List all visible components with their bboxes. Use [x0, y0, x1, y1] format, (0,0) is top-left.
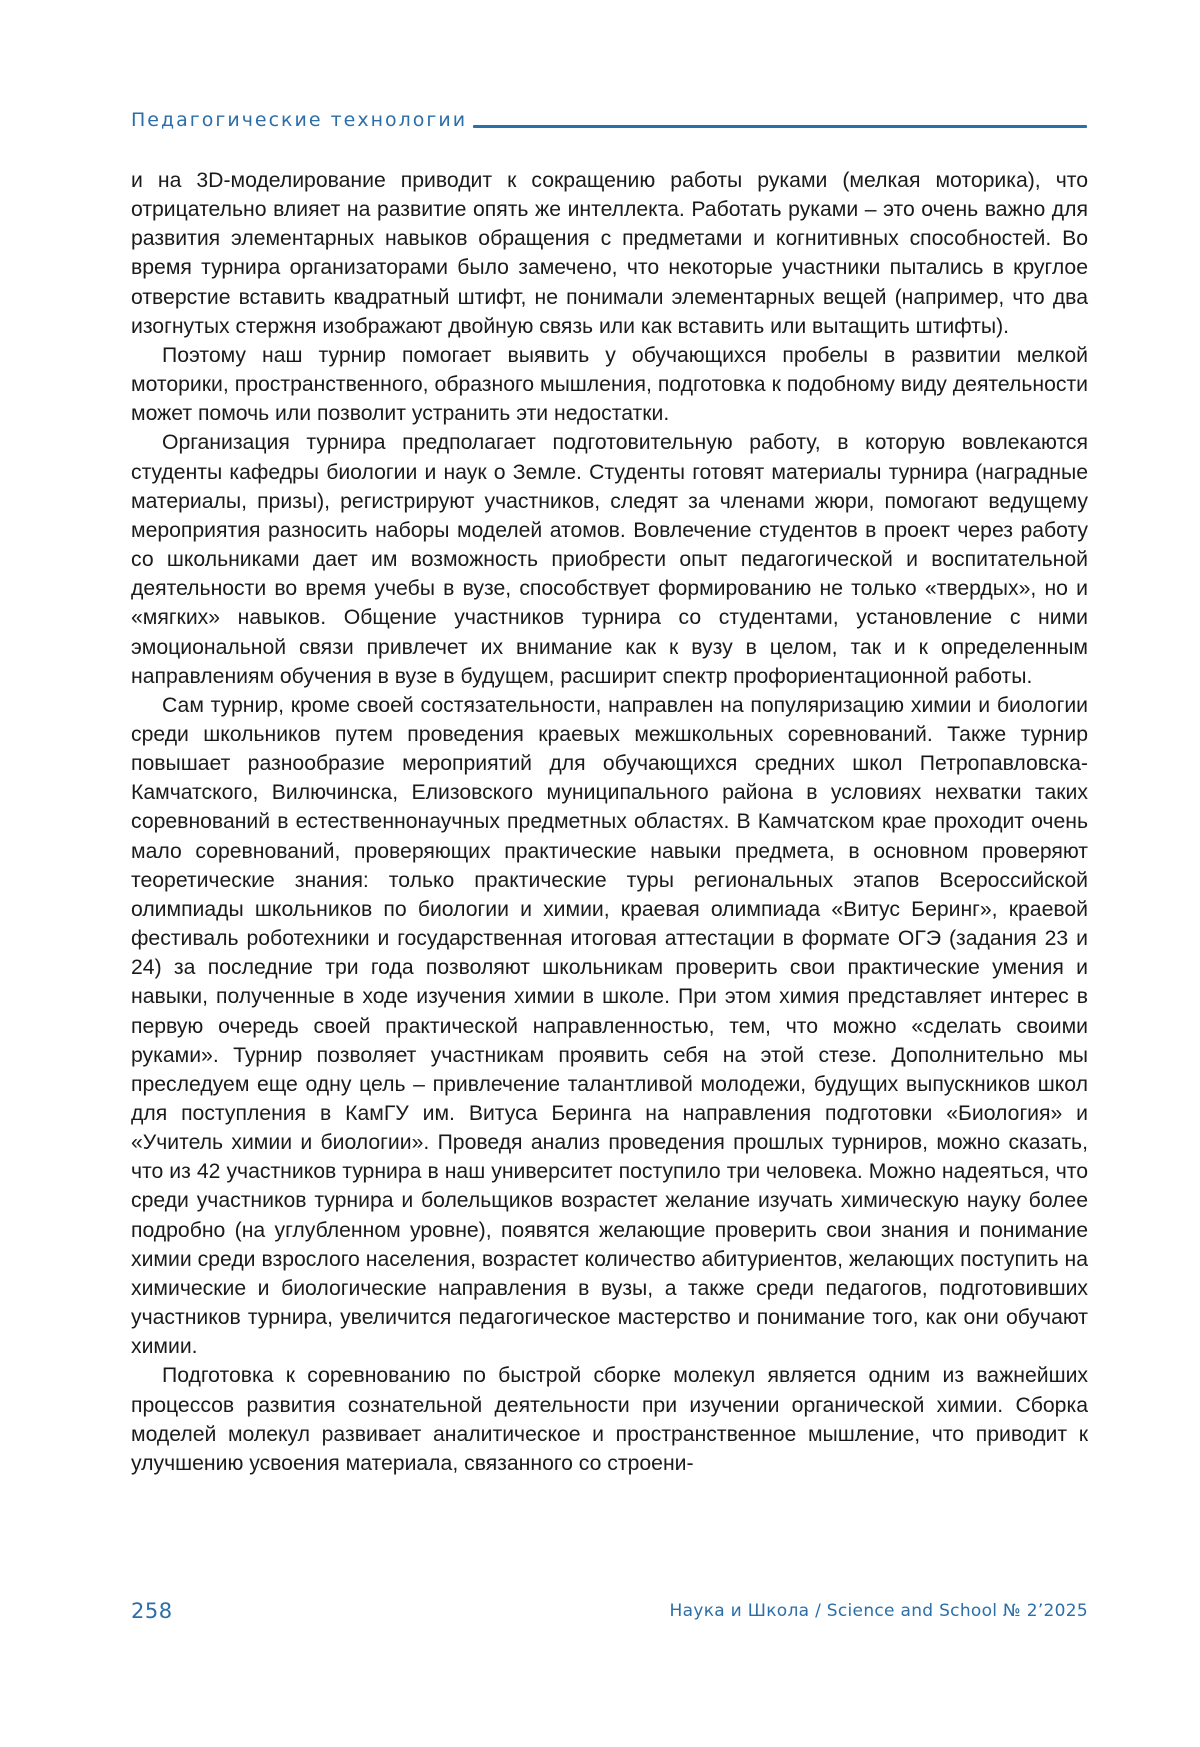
header-rule	[473, 125, 1087, 128]
paragraph: Подготовка к соревнованию по быстрой сборке молекул является одним из важнейших процессов развития сознательной деятельности при изучении органической химии. Сборка моделей молекул развивает аналитическое и пространственное мышление, что приводит к улучшению усвоения материала, связанного со строени-	[131, 1364, 1088, 1475]
section-title: Педагогические технологии	[131, 109, 468, 131]
paragraph: Сам турнир, кроме своей состязательности, направлен на популяризацию химии и биологии среди школьников путем проведения краевых межшкольных соревнований. Также турнир повышает разнообразие мероприятий для обучающихся средних школ Петропавловска-Камчатского, Вилючинска, Елизовского муниципального района в условиях нехватки таких соревнований в естественнонаучных предметных областях. В Камчатском крае проходит очень мало соревнований, проверяющих практические навыки предмета, в основном проверяют теоретические знания: только практические туры региональных этапов Всероссийской олимпиады школьников по биологии и химии, краевая олимпиада «Витус Беринг», краевой фестиваль роботехники и государственная итоговая аттестации в формате ОГЭ (задания 23 и 24) за последние три года позволяют школьникам проверить свои практические умения и навыки, полученные в ходе изучения химии в школе. При этом химия представляет интерес в первую очередь своей практической направленностью, тем, что можно «сделать своими руками». Турнир позволяет участникам проявить себя на этой стезе. Дополнительно мы преследуем еще одну цель – привлечение талантливой молодежи, будущих выпускников школ для поступления в КамГУ им. Витуса Беринга на направления подготовки «Биология» и «Учитель химии и биологии». Проведя анализ проведения прошлых турниров, можно сказать, что из 42 участников турнира в наш университет поступило три человека. Можно надеяться, что среди участников турнира и болельщиков возрастет желание изучать химическую науку более подробно (на углубленном уровне), появятся желающие проверить свои знания и понимание химии среди взрослого населения, возрастет количество абитуриентов, желающих поступить на химические и биологические направления в вузы, а также среди педагогов, подготовивших участников турнира, увеличится педагогическое мастерство и понимание того, как они обучают химии.	[131, 693, 1088, 1359]
paragraph: Поэтому наш турнир помогает выявить у обучающихся пробелы в развитии мелкой моторики, пространственного, образного мышления, подготовка к подобному виду деятельности может помочь или позволит устранить эти недостатки.	[131, 343, 1088, 426]
page-number: 258	[131, 1599, 173, 1623]
running-footer	[131, 1598, 1088, 1624]
journal-name: Наука и Школа / Science and School № 2’2025	[669, 1601, 1088, 1621]
paragraph: Организация турнира предполагает подготовительную работу, в которую вовлекаются студенты кафедры биологии и наук о Земле. Студенты готовят материалы турнира (наградные материалы, призы), регистрируют участников, следят за членами жюри, помогают ведущему мероприятия разносить наборы моделей атомов. Вовлечение студентов в проект через работу со школьниками дает им возможность приобрести опыт педагогической и воспитательной деятельности во время учебы в вузе, способствует формированию не только «твердых», но и «мягких» навыков. Общение участников турнира со студентами, установление с ними эмоциональной связи привлечет их внимание как к вузу в целом, так и к определенным направлениям обучения в вузе в будущем, расширит спектр профориентационной работы.	[131, 431, 1088, 688]
paragraph: и на 3D-моделирование приводит к сокращению работы руками (мелкая моторика), что отрицательно влияет на развитие опять же интеллекта. Работать руками – это очень важно для развития элементарных навыков обращения с предметами и когнитивных способностей. Во время турнира организаторами было замечено, что некоторые участники пытались в круглое отверстие вставить квадратный штифт, не понимали элементарных вещей (например, что два изогнутых стержня изображают двойную связь или как вставить или вытащить штифты).	[131, 169, 1088, 338]
article-body	[131, 166, 1088, 1478]
running-header	[131, 104, 1087, 132]
